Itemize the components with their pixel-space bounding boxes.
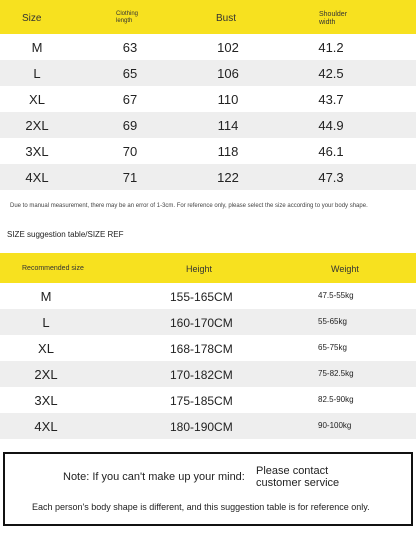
height-cell: 160-170CM: [170, 316, 233, 330]
recommended-size-cell: M: [40, 289, 52, 304]
size-cell: XL: [29, 92, 45, 107]
bust-cell: 102: [217, 40, 239, 55]
height-cell: 170-182CM: [170, 368, 233, 382]
table-row: [0, 361, 416, 387]
table-row: [0, 34, 416, 60]
weight-cell: 65-75kg: [318, 343, 347, 352]
table-row: [0, 112, 416, 138]
size-cell: M: [31, 40, 43, 55]
table-row: [0, 335, 416, 361]
recommended-size-cell: XL: [38, 341, 54, 356]
reference-title: SIZE suggestion table/SIZE REF: [7, 230, 124, 239]
weight-cell: 75-82.5kg: [318, 369, 354, 378]
table-row: [0, 138, 416, 164]
header-height: Height: [186, 264, 213, 274]
recommended-size-cell: 3XL: [34, 393, 58, 408]
weight-cell: 90-100kg: [318, 421, 352, 430]
size-table: [0, 0, 416, 190]
note-box: [3, 452, 413, 526]
bust-cell: 110: [217, 92, 239, 107]
height-cell: 155-165CM: [170, 290, 233, 304]
size-cell: L: [33, 66, 41, 81]
shoulder-cell: 47.3: [318, 170, 344, 185]
weight-cell: 82.5-90kg: [318, 395, 354, 404]
measurement-note: Due to manual measurement, there may be an error of 1-3cm. For reference only, please select the size according to your body shape.: [10, 203, 368, 209]
size-cell: 2XL: [25, 118, 49, 133]
length-cell: 71: [122, 170, 138, 185]
header-recommended-size: Recommended size: [22, 265, 84, 272]
header-clothing-length: Clothing length: [116, 11, 139, 24]
bust-cell: 106: [217, 66, 239, 81]
size-cell: 4XL: [25, 170, 49, 185]
shoulder-cell: 43.7: [318, 92, 344, 107]
weight-cell: 55-65kg: [318, 317, 347, 326]
shoulder-cell: 41.2: [318, 40, 344, 55]
shoulder-cell: 46.1: [318, 144, 344, 159]
length-cell: 70: [122, 144, 138, 159]
header-size: Size: [22, 13, 42, 24]
size-table-header: [0, 0, 416, 34]
bust-cell: 122: [217, 170, 239, 185]
bust-cell: 114: [217, 118, 239, 133]
shoulder-cell: 42.5: [318, 66, 344, 81]
length-cell: 63: [122, 40, 138, 55]
height-cell: 168-178CM: [170, 342, 233, 356]
recommended-size-cell: L: [42, 315, 50, 330]
header-bust: Bust: [216, 13, 237, 24]
size-cell: 3XL: [25, 144, 49, 159]
size-table-body: [0, 34, 416, 190]
shoulder-cell: 44.9: [318, 118, 344, 133]
note-line-1: Note: If you can't make up your mind:: [63, 471, 245, 483]
height-cell: 175-185CM: [170, 394, 233, 408]
weight-cell: 47.5-55kg: [318, 291, 354, 300]
recommended-size-cell: 4XL: [34, 419, 58, 434]
table-row: [0, 387, 416, 413]
table-row: [0, 283, 416, 309]
note-line-2: Each person's body shape is different, and this suggestion table is for reference only.: [32, 502, 370, 512]
length-cell: 69: [122, 118, 138, 133]
header-weight: Weight: [331, 264, 359, 274]
note-contact-service: Please contact customer service: [256, 465, 340, 489]
length-cell: 65: [122, 66, 138, 81]
table-row: [0, 413, 416, 439]
header-shoulder-width: Shoulder width: [319, 11, 348, 26]
height-cell: 180-190CM: [170, 420, 233, 434]
table-row: [0, 60, 416, 86]
suggestion-table-body: [0, 283, 416, 439]
suggestion-table-header: [0, 253, 416, 283]
bust-cell: 118: [217, 144, 239, 159]
length-cell: 67: [122, 92, 138, 107]
table-row: [0, 164, 416, 190]
table-row: [0, 86, 416, 112]
suggestion-table: [0, 253, 416, 439]
table-row: [0, 309, 416, 335]
recommended-size-cell: 2XL: [34, 367, 58, 382]
